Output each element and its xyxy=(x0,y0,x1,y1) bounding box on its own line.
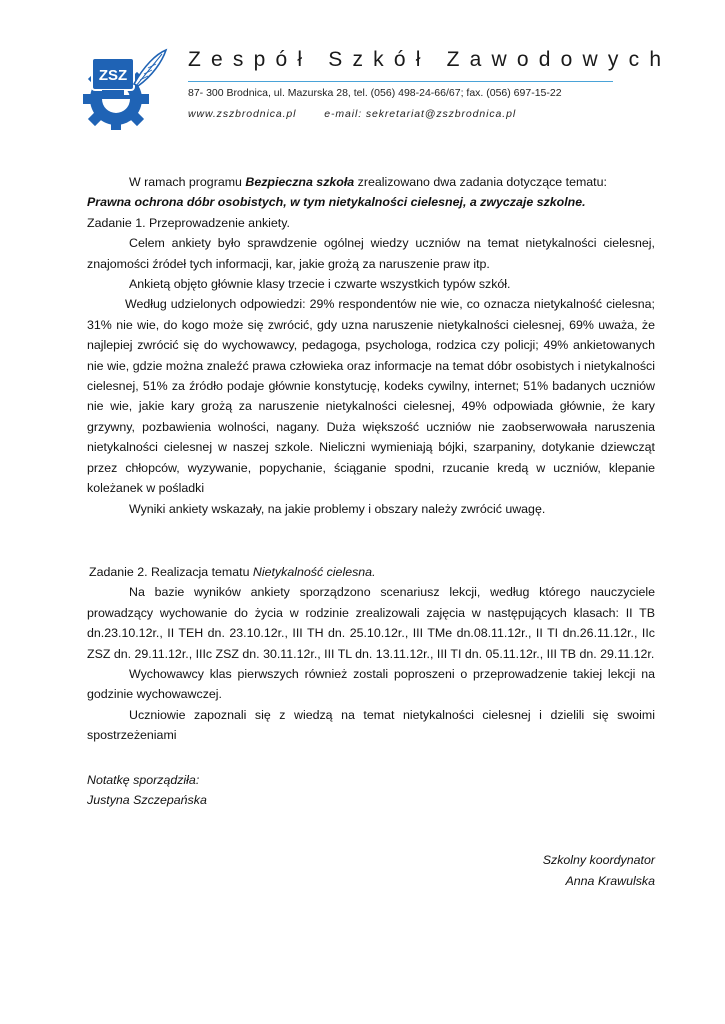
lessons-paragraph: Na bazie wyników ankiety sporządzono scenariusz lekcji, według którego nauczyciele prowadzący wychowanie do życia w rodzinie zrealizowali zajęcia w następujących klasach: II TB dn.23.10.12r., II TEH dn. 23.10.12r., III TH dn. 25.10.12r., III TMe dn.08.11.12r., II TI dn.26.11.12r., IIc ZSZ dn. 29.11.12r., IIIc ZSZ dn. 30.11.12r., III TL dn. 13.11.12r., III TI dn. 05.11.12r., III TB dn. 29.11.12r. xyxy=(87,585,655,661)
letterhead xyxy=(78,40,672,135)
header-divider xyxy=(188,81,613,82)
first-year-paragraph: Wychowawcy klas pierwszych również zostali poproszeni o przeprowadzenie takiej lekcji na godzinie wychowawczej. xyxy=(87,666,655,702)
survey-purpose-paragraph: Celem ankiety było sprawdzenie ogólnej wiedzy uczniów na temat nietykalności cielesnej, znajomości źródeł tych informacji, kar, jakie grożą za naruszenie praw itp. xyxy=(87,236,655,271)
survey-conclusion-paragraph: Wyniki ankiety wskazały, na jakie problemy i obszary należy zwrócić uwagę. xyxy=(129,501,546,516)
intro-text-end: zrealizowano dwa zadania dotyczące tematu: xyxy=(354,175,607,189)
logo-text: ZSZ xyxy=(98,67,128,84)
coordinator-name: Anna Krawulska xyxy=(565,873,655,888)
task1-heading: Zadanie 1. Przeprowadzenie ankiety. xyxy=(87,215,290,230)
school-name: Zespół Szkół Zawodowych xyxy=(188,48,672,71)
website-link[interactable]: www.zszbrodnica.pl xyxy=(188,108,297,120)
task2-heading-text: Zadanie 2. Realizacja tematu xyxy=(89,564,253,579)
task2-topic: Nietykalność cielesna. xyxy=(252,564,376,579)
email-link[interactable]: e-mail: sekretariat@zszbrodnica.pl xyxy=(324,108,517,120)
survey-results-paragraph: Według udzielonych odpowiedzi: 29% respondentów nie wie, co oznacza nietykalność cielesna; 31% nie wie, do kogo może się zwrócić, gdy uzna naruszenie nietykalności cielesnej, 69% uważa, że najlepiej zwrócić się do wychowawcy, pedagoga, psychologa, rodzica czy policji; 49% ankietowanych nie wie, gdzie można znaleźć prawa człowieka oraz informacje na temat dóbr osobistych i nietykalności cielesnej, 51% za źródło podaje głównie konstytucję, kodeks cywilny, internet; 51% badanych uczniów nie wie, jakie kary grożą za naruszenie nietykalności cielesnej, 49% odpowiada głównie, że kary grzywny, pozbawienia wolności, nagany. Duża większość uczniów nie zaobserwowała naruszenia nietykalności cielesnej w naszej szkole. Nieliczni wymieniają bójki, szarpaniny, dotykanie dziewcząt przez chłopców, wyzywanie, popychanie, ściąganie spodni, rzucanie kredą w uczniów, klepanie koleżanek w pośladki xyxy=(87,297,655,496)
school-address: 87- 300 Brodnica, ul. Mazurska 28, tel. (056) 498-24-66/67; fax. (056) 697-15-22 xyxy=(188,87,562,99)
school-logo xyxy=(78,44,168,132)
survey-scope-paragraph: Ankietą objęto głównie klasy trzecie i czwarte wszystkich typów szkół. xyxy=(129,277,511,292)
document-body xyxy=(87,172,655,891)
task2-heading xyxy=(87,562,655,582)
students-paragraph: Uczniowie zapoznali się z wiedzą na temat nietykalności cielesnej i dzielili się swoimi spostrzeżeniami xyxy=(87,707,655,743)
program-name: Bezpieczna szkoła xyxy=(245,175,355,189)
coordinator-label: Szkolny koordynator xyxy=(542,853,655,868)
contact-line xyxy=(188,108,516,120)
note-label: Notatkę sporządziła: xyxy=(87,772,200,787)
note-author: Justyna Szczepańska xyxy=(87,792,207,807)
topic-title: Prawna ochrona dóbr osobistych, w tym nietykalności cielesnej, a zwyczaje szkolne. xyxy=(87,195,586,210)
intro-paragraph xyxy=(87,172,655,192)
intro-text: W ramach programu xyxy=(129,175,246,189)
